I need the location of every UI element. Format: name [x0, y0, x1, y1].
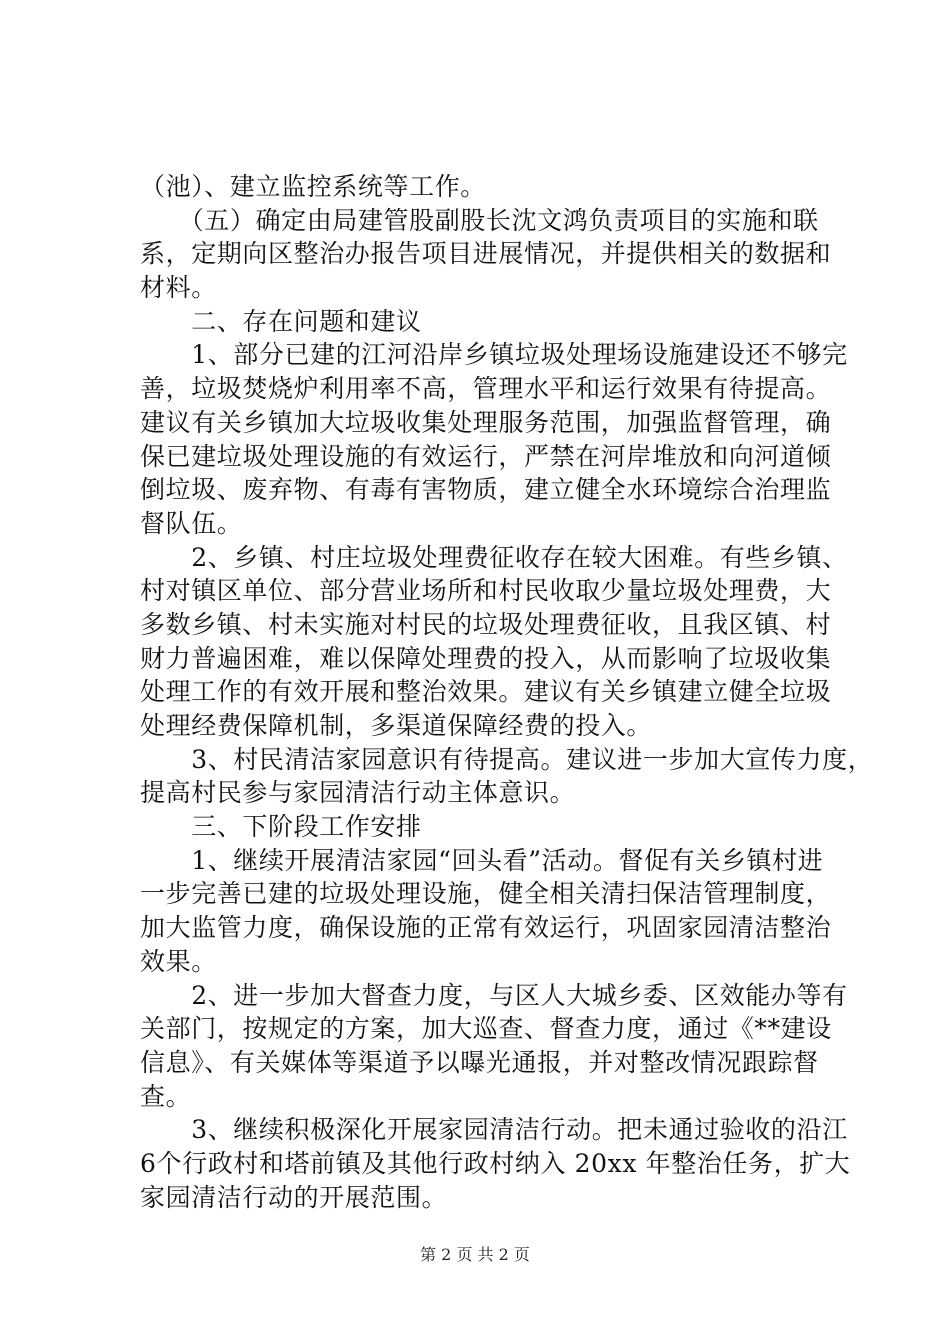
text-line: 善，垃圾焚烧炉利用率不高，管理水平和运行效果有待提高。 [140, 374, 832, 404]
text-line: 处理经费保障机制，多渠道保障经费的投入。 [140, 711, 653, 740]
section-heading: 三、下阶段工作安排 [140, 812, 422, 842]
text-line: 提高村民参与家园清洁行动主体意识。 [140, 778, 576, 808]
text-line: 一步完善已建的垃圾处理设施，健全相关清扫保洁管理制度， [140, 879, 832, 909]
text-line: 财力普遍困难，难以保障处理费的投入，从而影响了垃圾收集 [140, 643, 832, 673]
section-heading: 二、存在问题和建议 [140, 306, 422, 336]
text-line: 家园清洁行动的开展范围。 [140, 1182, 448, 1212]
text-line: 关部门，按规定的方案，加大巡查、督查力度，通过《**建设 [140, 1014, 832, 1044]
text-line: 加大监管力度，确保设施的正常有效运行，巩固家园清洁整治 [140, 913, 832, 943]
text-line: 督队伍。 [140, 508, 243, 538]
text-line: 材料。 [140, 273, 217, 303]
text-line: 多数乡镇、村未实施对村民的垃圾处理费征收，且我区镇、村 [140, 609, 832, 639]
text-line: 建议有关乡镇加大垃圾收集处理服务范围，加强监督管理，确 [140, 407, 832, 437]
text-line: 3、村民清洁家园意识有待提高。建议进一步加大宣传力度， [140, 744, 874, 774]
text-line: 2、乡镇、村庄垃圾处理费征收存在较大困难。有些乡镇、 [140, 542, 848, 572]
text-line: （五）确定由局建管股副股长沈文鸿负责项目的实施和联 [140, 205, 819, 235]
document-body [140, 170, 874, 1214]
text-line: 倒垃圾、废弃物、有毒有害物质，建立健全水环境综合治理监 [140, 475, 832, 505]
text-line: 村对镇区单位、部分营业场所和村民收取少量垃圾处理费，大 [140, 576, 832, 606]
text-line: 3、继续积极深化开展家园清洁行动。把未通过验收的沿江 [140, 1115, 848, 1145]
text-line: （池）、建立监控系统等工作。 [140, 172, 486, 201]
text-line: 1、继续开展清洁家园“回头看”活动。督促有关乡镇村进 [140, 845, 824, 875]
text-line: 信息》、有关媒体等渠道予以曝光通报，并对整改情况跟踪督 [140, 1047, 819, 1077]
text-line: 保已建垃圾处理设施的有效运行，严禁在河岸堆放和向河道倾 [140, 441, 832, 471]
text-line: 系，定期向区整治办报告项目进展情况，并提供相关的数据和 [140, 239, 832, 269]
text-line: 2、进一步加大督查力度，与区人大城乡委、区效能办等有 [140, 980, 848, 1010]
text-line: 处理工作的有效开展和整治效果。建议有关乡镇建立健全垃圾 [140, 677, 832, 707]
text-line: 效果。 [140, 946, 217, 976]
text-line: 1、部分已建的江河沿岸乡镇垃圾处理场设施建设还不够完 [140, 340, 848, 370]
page-number-footer: 第 2 页 共 2 页 [420, 1245, 530, 1264]
text-line: 6个行政村和塔前镇及其他行政村纳入 20xx 年整治任务，扩大 [140, 1148, 851, 1178]
text-line: 查。 [140, 1081, 192, 1111]
